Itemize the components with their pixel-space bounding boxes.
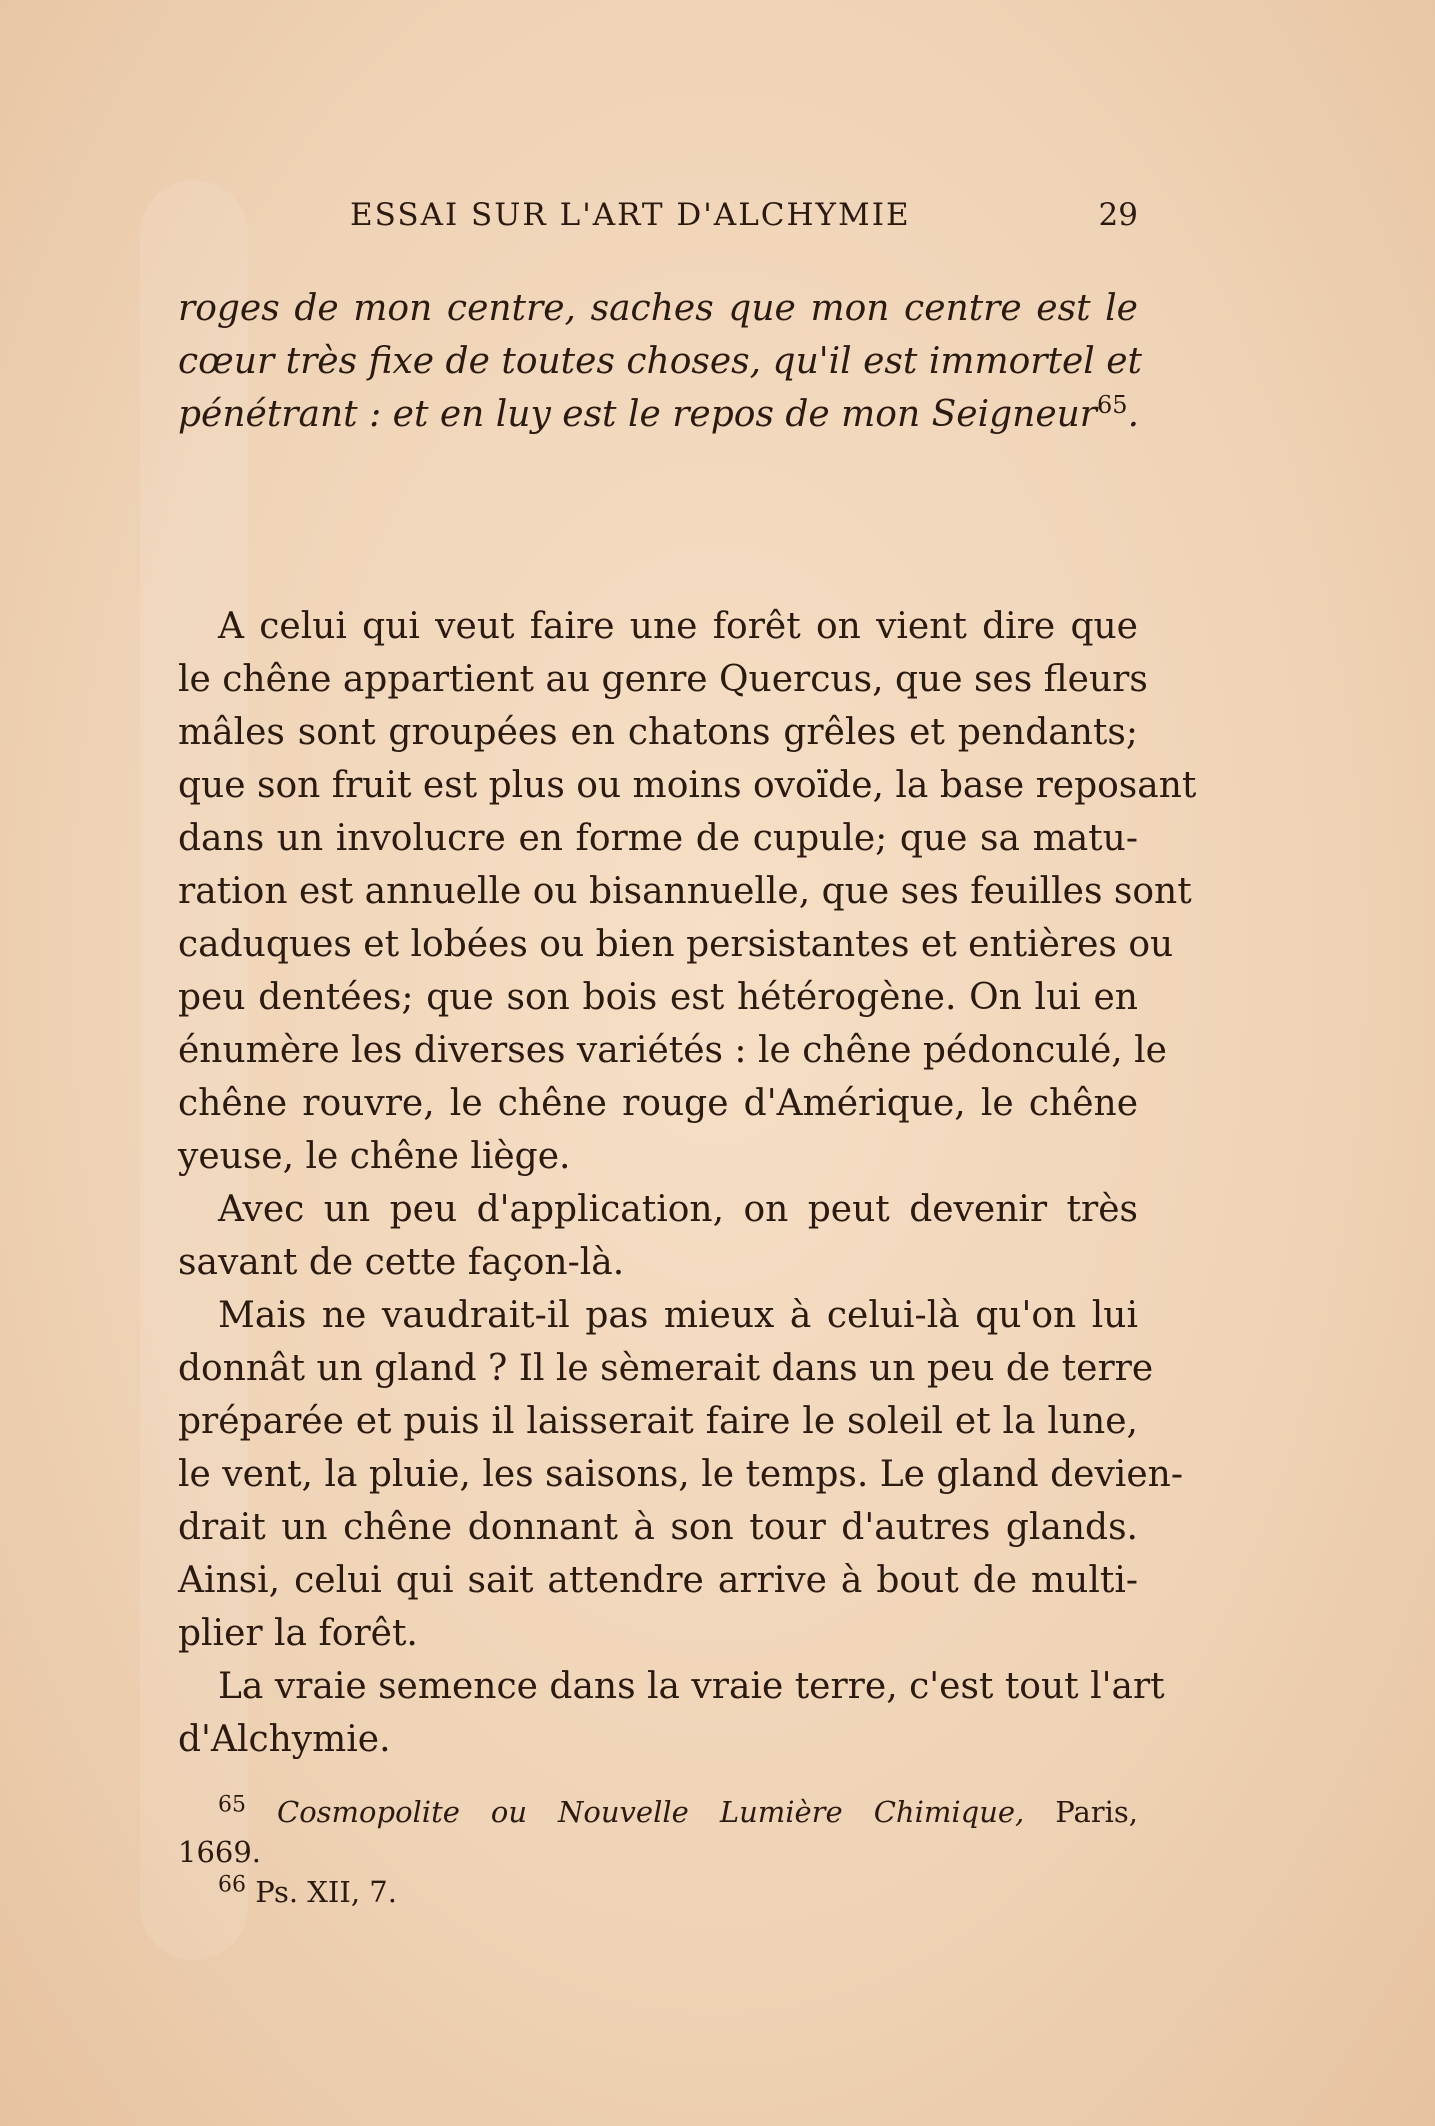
paragraph-line: Avec un peu d'application, on peut devenir très (218, 1189, 1138, 1230)
quote-text: pénétrant : et en luy est le repos de mon Seigneur (178, 394, 1098, 435)
paragraph-line: préparée et puis il laisserait faire le soleil et la lune, (178, 1401, 1138, 1442)
paragraph-line: le vent, la pluie, les saisons, le temps. Le gland devien- (178, 1454, 1183, 1495)
paragraph-line: Ainsi, celui qui sait attendre arrive à bout de multi- (178, 1560, 1138, 1601)
main-text (178, 282, 1197, 1766)
footnote-number: 65 (218, 1792, 246, 1818)
quote-line: cœur très fixe de toutes choses, qu'il est immortel et (178, 341, 1142, 382)
quote-line (178, 388, 1138, 441)
page-number: 29 (1098, 197, 1138, 233)
footnote-ref-65: 65 (1097, 391, 1128, 419)
footnote-place: Paris, (1055, 1795, 1139, 1829)
paragraph-line: La vraie semence dans la vraie terre, c'est tout l'art (218, 1666, 1165, 1707)
verse-line (178, 441, 1138, 494)
footnote-65-year: 1669. (178, 1835, 262, 1869)
page-header (178, 190, 1138, 240)
footnote-65 (178, 1792, 1138, 1832)
paragraph-line: A celui qui veut faire une forêt on vient dire que (218, 606, 1138, 647)
footnote-66 (178, 1872, 1138, 1912)
paragraph-line: chêne rouvre, le chêne rouge d'Amérique, le chêne (178, 1083, 1138, 1124)
paragraph-line: plier la forêt. (178, 1613, 418, 1654)
quote-line: roges de mon centre, saches que mon centre est le (178, 288, 1138, 329)
footnote-ref: Ps. XII, 7. (255, 1875, 397, 1909)
paragraph-line: mâles sont groupées en chatons grêles et pendants; (178, 712, 1138, 753)
footnote-title: Cosmopolite ou Nouvelle Lumière Chimique, (277, 1795, 1025, 1829)
footnotes (178, 1792, 1138, 1912)
quote-end: . (1127, 394, 1140, 435)
paragraph-line: peu dentées; que son bois est hétérogène. On lui en (178, 977, 1138, 1018)
paragraph-line: ration est annuelle ou bisannuelle, que ses feuilles sont (178, 871, 1192, 912)
footnote-number: 66 (218, 1872, 246, 1898)
paragraph-line: dans un involucre en forme de cupule; que sa matu- (178, 818, 1138, 859)
verse-line (178, 494, 1138, 547)
running-title: ESSAI SUR L'ART D'ALCHYMIE (350, 197, 911, 233)
paragraph-line: énumère les diverses variétés : le chêne pédonculé, le (178, 1030, 1167, 1071)
paragraph-line: drait un chêne donnant à son tour d'autres glands. (178, 1507, 1138, 1548)
paragraph-line: caduques et lobées ou bien persistantes et entières ou (178, 924, 1174, 965)
paragraph-line: donnât un gland ? Il le sèmerait dans un peu de terre (178, 1348, 1154, 1389)
paragraph-line: le chêne appartient au genre Quercus, que ses fleurs (178, 659, 1148, 700)
paragraph-line: yeuse, le chêne liège. (178, 1136, 571, 1177)
paragraph-line: que son fruit est plus ou moins ovoïde, la base reposant (178, 765, 1197, 806)
verse-line (178, 547, 1138, 600)
paragraph-line: Mais ne vaudrait-il pas mieux à celui-là qu'on lui (218, 1295, 1138, 1336)
paragraph-line: savant de cette façon-là. (178, 1242, 625, 1283)
paragraph-line: d'Alchymie. (178, 1719, 391, 1760)
